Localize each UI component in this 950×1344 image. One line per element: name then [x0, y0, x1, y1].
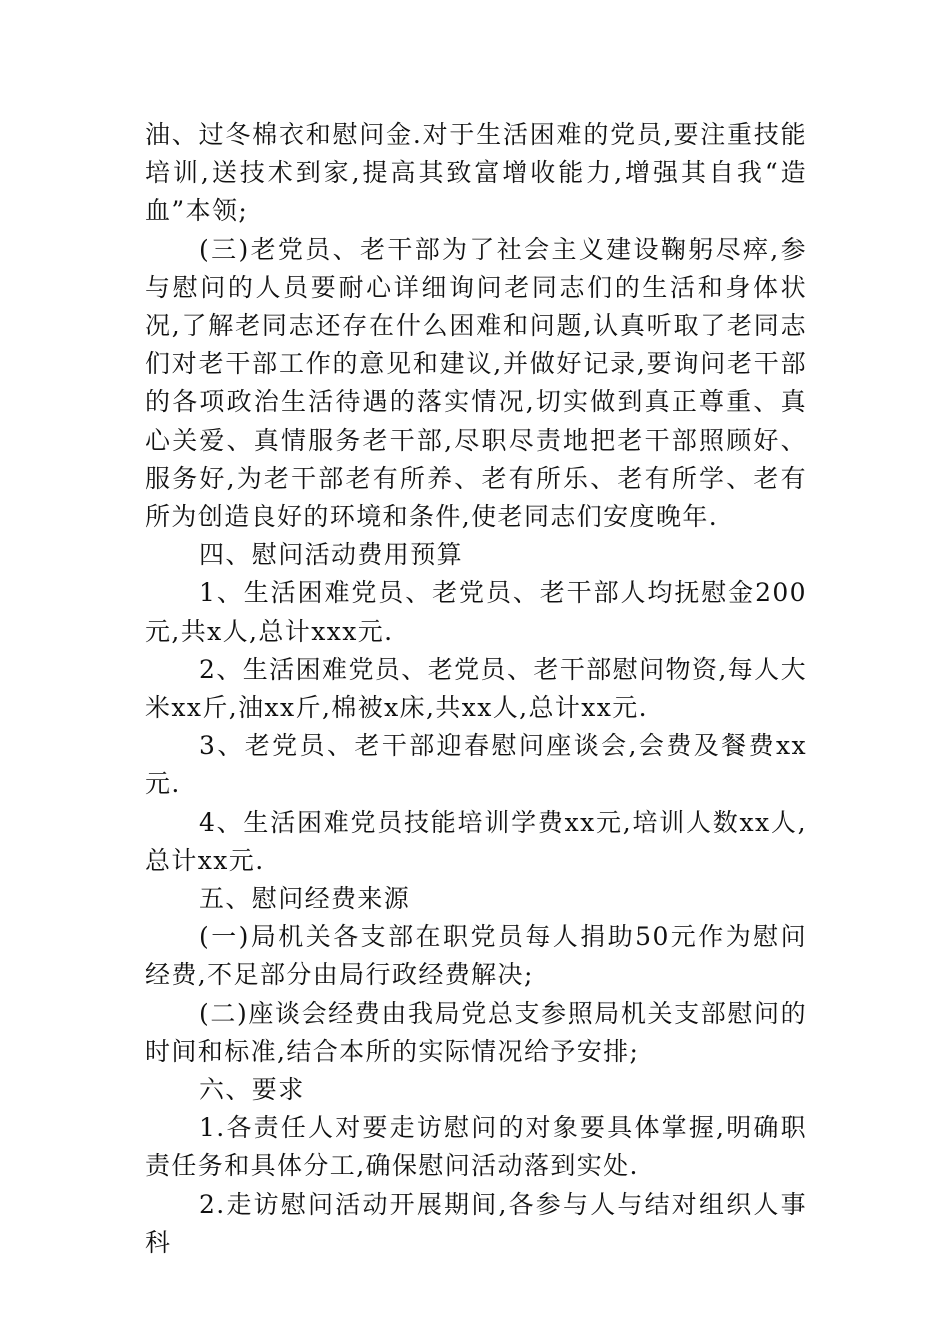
budget-item-4: 4、生活困难党员技能培训学费xx元,培训人数xx人,总计xx元. — [145, 807, 807, 875]
section-heading-6: 六、要求 — [199, 1075, 305, 1105]
paragraph-item-3: (三)老党员、老干部为了社会主义建设鞠躬尽瘁,参与慰问的人员要耐心详细询问老同志们的生活和身体状况,了解老同志还存在什么困难和问题,认真听取了老同志们对老干部工作的意见和建议,并做好记录,要询问老干部的各项政治生活待遇的落实情况,切实做到真正尊重、真心关爱、真情服务老干部,尽职尽责地把老干部照顾好、服务好,为老干部老有所养、老有所乐、老有所学、老有所为创造良好的环境和条件,使老同志们安度晚年. — [145, 234, 807, 532]
requirement-item-1: 1.各责任人对要走访慰问的对象要具体掌握,明确职责任务和具体分工,确保慰问活动落到实处. — [145, 1113, 807, 1181]
document-body — [145, 116, 807, 1262]
funding-item-1: (一)局机关各支部在职党员每人捐助50元作为慰问经费,不足部分由局行政经费解决; — [145, 922, 807, 990]
budget-item-1: 1、生活困难党员、老党员、老干部人均抚慰金200元,共x人,总计xxx元. — [145, 578, 807, 646]
requirement-item-2: 2.走访慰问活动开展期间,各参与人与结对组织人事科 — [145, 1189, 807, 1257]
paragraph-continuation: 油、过冬棉衣和慰问金.对于生活困难的党员,要注重技能培训,送技术到家,提高其致富增收能力,增强其自我“造血”本领; — [145, 120, 807, 226]
funding-item-2: (二)座谈会经费由我局党总支参照局机关支部慰问的时间和标准,结合本所的实际情况给予安排; — [145, 998, 807, 1066]
section-heading-4: 四、慰问活动费用预算 — [199, 540, 464, 570]
section-heading-5: 五、慰问经费来源 — [199, 884, 411, 914]
budget-item-2: 2、生活困难党员、老党员、老干部慰问物资,每人大米xx斤,油xx斤,棉被x床,共xx人,总计xx元. — [145, 654, 807, 723]
budget-item-3: 3、老党员、老干部迎春慰问座谈会,会费及餐费xx元. — [145, 731, 807, 799]
